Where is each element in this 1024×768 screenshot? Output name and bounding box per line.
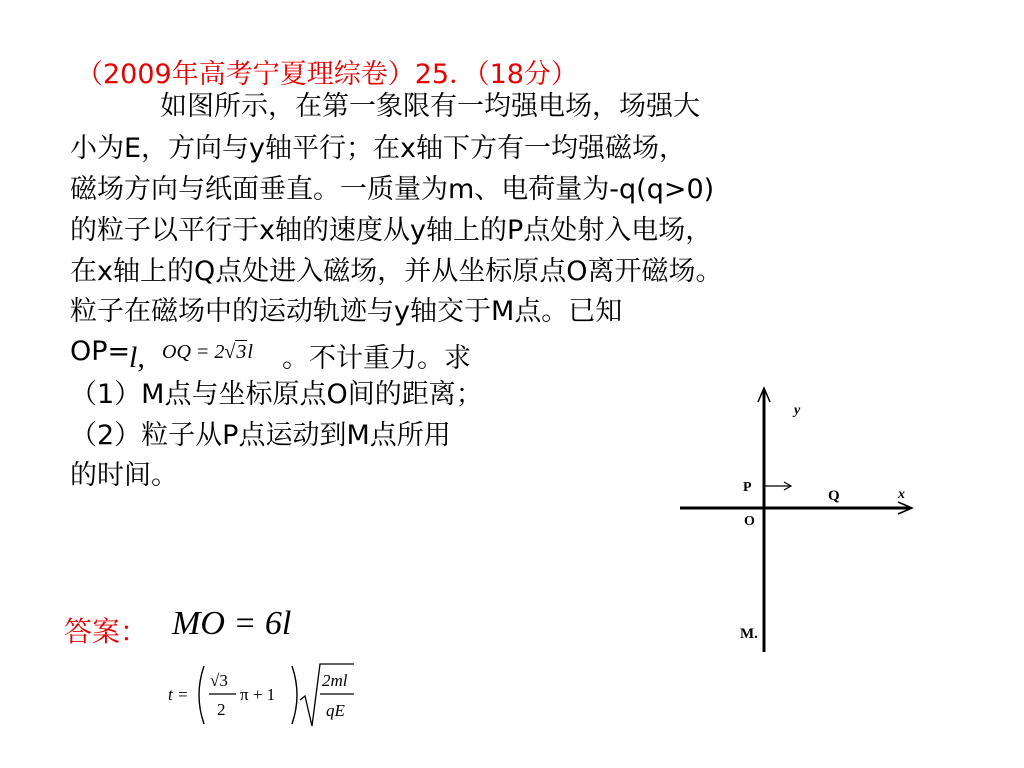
oq-formula — [162, 341, 253, 364]
t-den: 2 — [217, 700, 226, 719]
t-rad-num: 2ml — [322, 671, 348, 690]
oq-var: l — [247, 341, 253, 363]
t-lhs: t = — [168, 685, 189, 704]
x-axis-label: x — [898, 487, 905, 502]
left-paren-icon — [199, 666, 204, 724]
o-label: O — [744, 514, 755, 529]
answer-label: 答案： — [64, 615, 149, 648]
oq-radicand: 3 — [236, 341, 247, 363]
sqrt-icon: √ — [224, 341, 236, 363]
question-1: （1）M点与坐标原点O间的距离； — [70, 379, 483, 410]
y-axis-label: y — [794, 403, 801, 418]
t-rad-den: qE — [326, 701, 345, 720]
answer-mo: MO = 6l — [172, 605, 292, 642]
answer-time-formula — [166, 660, 356, 730]
t-num: √3 — [210, 671, 228, 690]
problem-line-3: 磁场方向与纸面垂直。一质量为m、电荷量为-q(q>0) — [70, 174, 715, 205]
p-label: P — [743, 480, 752, 495]
q-label: Q — [828, 488, 840, 504]
op-prefix: OP= — [70, 336, 131, 367]
problem-line-4: 的粒子以平行于x轴的速度从y轴上的P点处射入电场， — [70, 215, 713, 246]
right-paren-icon — [292, 666, 297, 724]
question-2-line-2: 的时间。 — [70, 460, 178, 491]
problem-title: （2009年高考宁夏理综卷）25．（18分） — [76, 59, 578, 90]
op-variable: l, — [129, 341, 145, 374]
coordinate-diagram — [660, 380, 930, 660]
problem-line-1: 如图所示，在第一象限有一均强电场，场强大 — [160, 91, 700, 122]
question-2-line-1: （2）粒子从P点运动到M点所用 — [70, 420, 451, 451]
op-suffix: 。不计重力。求 — [282, 343, 471, 374]
m-label: M. — [740, 626, 758, 642]
t-pi: π + 1 — [240, 685, 276, 704]
problem-line-5: 在x轴上的Q点处进入磁场，并从坐标原点O离开磁场。 — [70, 256, 723, 287]
problem-line-6: 粒子在磁场中的运动轨迹与y轴交于M点。已知 — [70, 296, 623, 327]
problem-line-2: 小为E，方向与y轴平行；在x轴下方有一均强磁场， — [70, 133, 687, 164]
oq-lhs: OQ = 2 — [162, 341, 225, 363]
